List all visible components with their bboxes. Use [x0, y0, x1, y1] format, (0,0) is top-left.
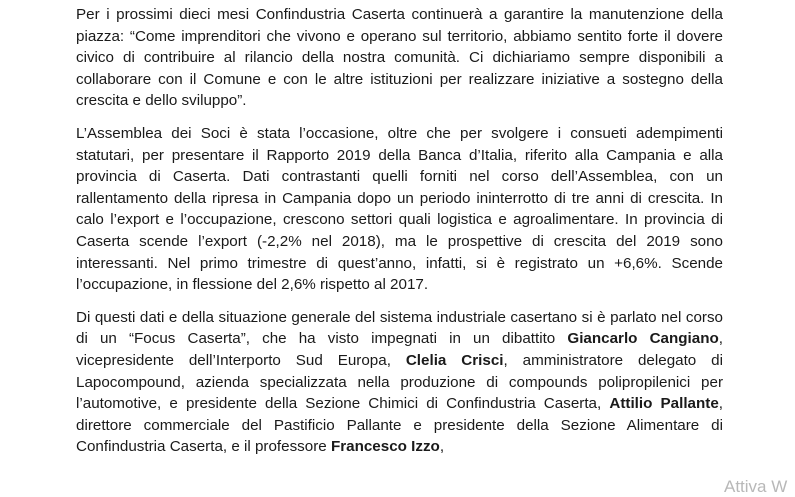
paragraph-assembly-report: L’Assemblea dei Soci è stata l’occasione, oltre che per svolgere i consueti adempimenti statutari, per presentare il Rapporto 2019 della Banca d’Italia, riferito alla Campania e alla provincia di Caserta. Dati contrastanti quelli forniti nel corso dell’Assemblea, con un rallentamento della ripresa in Campania dopo un periodo ininterrotto di tre anni di crescita. In calo l’export e l’occupazione, crescono settori quali logistica e agroalimentare. In provincia di Caserta scende l’export (-2,2% nel 2018), ma le prospettive di crescita del 2019 sono interessanti. Nel primo trimestre di quest’anno, infatti, si è registrato un +6,6%. Scende l’occupazione, in flessione del 2,6% rispetto al 2017. [76, 124, 723, 294]
person-role-crisci: , amministratore delegato di Lapocompound, azienda specializzata nella produzione di compounds polipropilenici per l’automotive, e presidente della Sezione Chimici di Confindustria Caserta, [76, 351, 723, 413]
activation-watermark: Attiva W [724, 477, 788, 496]
person-name-cangiano: Giancarlo Cangiano [567, 330, 719, 348]
paragraph-focus-caserta [76, 307, 723, 458]
person-role-cangiano: , vicepresidente dell’Interporto Sud Europa, [76, 330, 724, 369]
person-name-crisci: Clelia Crisci [405, 351, 504, 369]
person-name-pallante: Attilio Pallante [609, 395, 719, 413]
focus-intro-text: Di questi dati e della situazione generale del sistema industriale casertano si è parlato nel corso di un “Focus Caserta”, che ha visto impegnati in un dibattito [76, 308, 723, 348]
person-role-pallante: , direttore commerciale del Pastificio Pallante e presidente della Sezione Alimentare di Confindustria Caserta, e il professore [76, 395, 723, 456]
document-body [76, 4, 723, 469]
person-name-izzo: Francesco Izzo [330, 438, 440, 456]
paragraph-maintenance: Per i prossimi dieci mesi Confindustria Caserta continuerà a garantire la manutenzione della piazza: “Come imprenditori che vivono e operano sul territorio, abbiamo sentito forte il dovere civico di contribuire al rilancio della nostra comunità. Ci dichiariamo sempre disponibili a collaborare con il Comune e con le altre istituzioni per realizzare iniziative a sostegno della crescita e dello sviluppo”. [76, 6, 723, 110]
trailing-punctuation: , [439, 438, 445, 456]
